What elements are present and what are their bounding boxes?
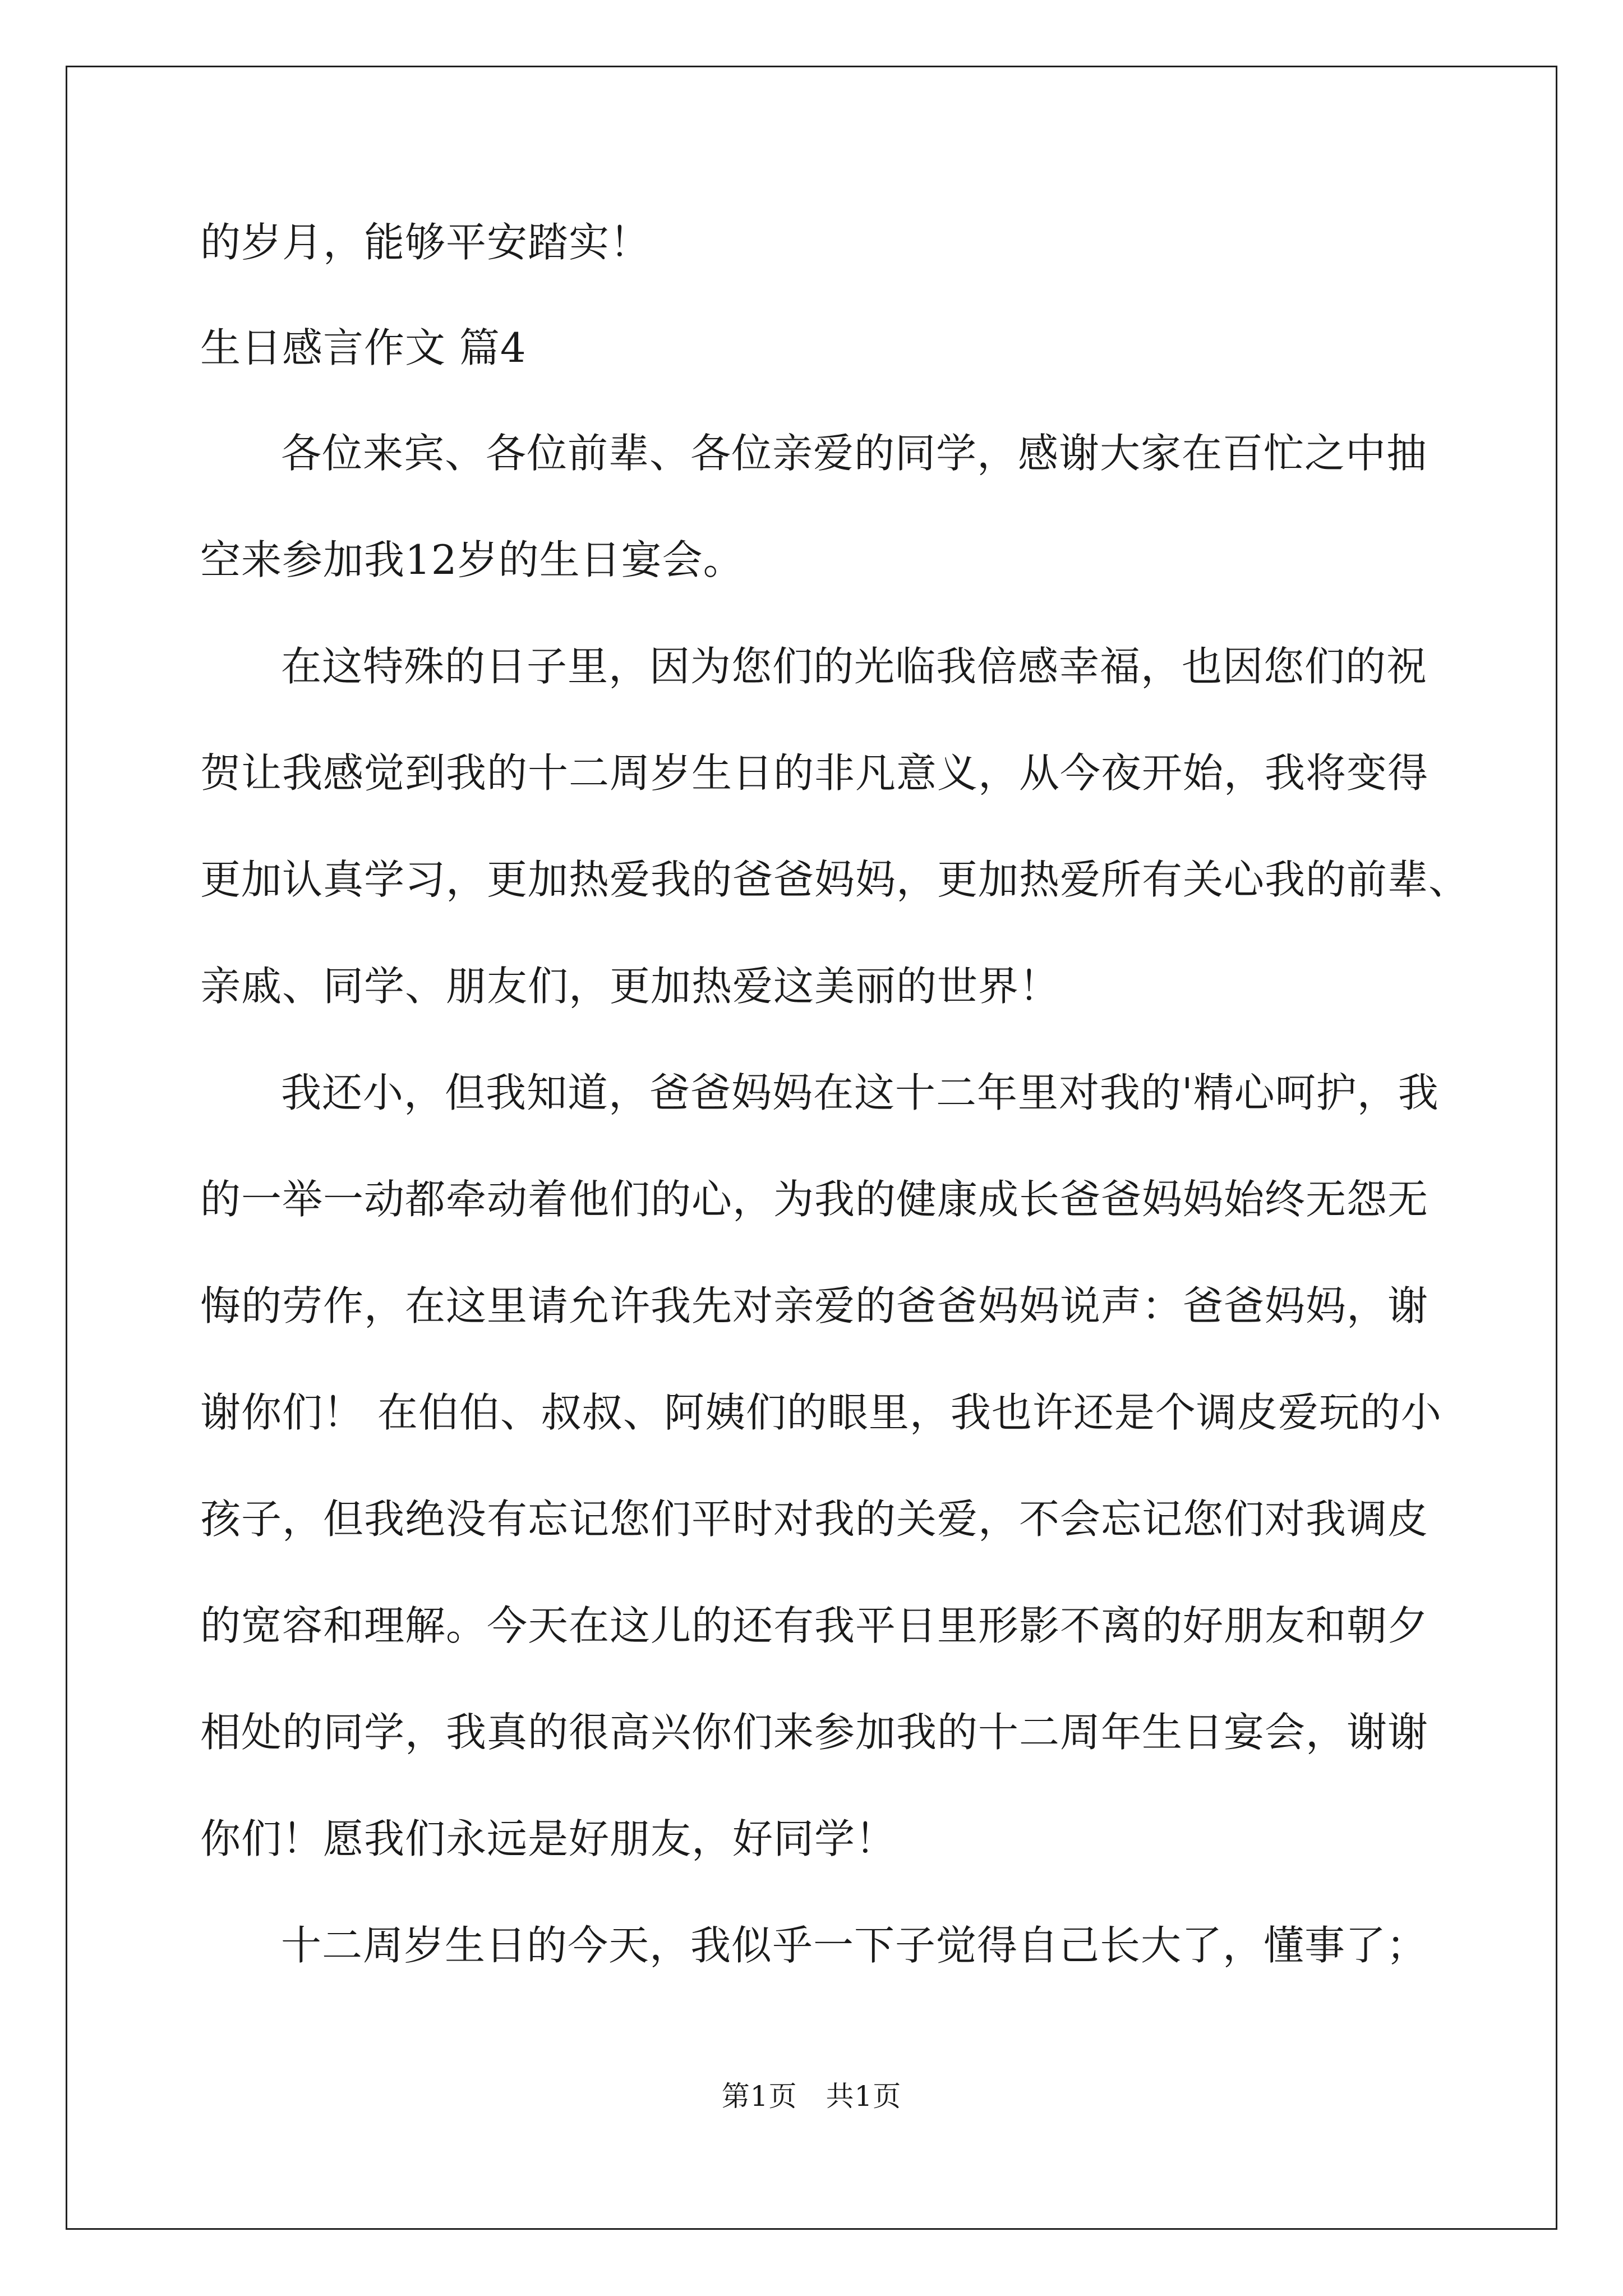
- text-line: 相处的同学，我真的很高兴你们来参加我的十二周年生日宴会，谢谢: [200, 1709, 1429, 1756]
- text-line: 十二周岁生日的今天，我似乎一下子觉得自己长大了，懂事了；: [281, 1922, 1428, 1969]
- text-line: 在这特殊的日子里，因为您们的光临我倍感幸福，也因您们的祝: [281, 643, 1428, 690]
- section-heading: 生日感言作文 篇4: [200, 324, 527, 371]
- text-line: 空来参加我12岁的生日宴会。: [200, 536, 744, 583]
- text-line: 的一举一动都牵动着他们的心，为我的健康成长爸爸妈妈始终无怨无: [200, 1176, 1429, 1223]
- text-line: 贺让我感觉到我的十二周岁生日的非凡意义，从今夜开始，我将变得: [200, 749, 1429, 797]
- text-line: 的宽容和理解。今天在这儿的还有我平日里形影不离的好朋友和朝夕: [200, 1602, 1429, 1649]
- document-body: [200, 216, 1470, 1972]
- text-line: 亲戚、同学、朋友们，更加热爱这美丽的世界！: [200, 963, 1061, 1010]
- text-line: 悔的劳作，在这里请允许我先对亲爱的爸爸妈妈说声：爸爸妈妈，谢: [200, 1282, 1429, 1329]
- text-line: 谢你们！ 在伯伯、叔叔、阿姨们的眼里，我也许还是个调皮爱玩的小: [200, 1389, 1442, 1436]
- text-line: 更加认真学习，更加热爱我的爸爸妈妈，更加热爱所有关心我的前辈、: [200, 856, 1470, 903]
- text-line: 各位来宾、各位前辈、各位亲爱的同学，感谢大家在百忙之中抽: [281, 430, 1428, 477]
- text-line: 我还小，但我知道，爸爸妈妈在这十二年里对我的'精心呵护，我: [281, 1069, 1439, 1116]
- text-line: 的岁月，能够平安踏实！: [200, 219, 651, 266]
- text-line: 你们！愿我们永远是好朋友，好同学！: [200, 1815, 897, 1862]
- page-number-footer: 第1页 共1页: [721, 2080, 902, 2113]
- text-line: 孩子，但我绝没有忘记您们平时对我的关爱，不会忘记您们对我调皮: [200, 1496, 1429, 1543]
